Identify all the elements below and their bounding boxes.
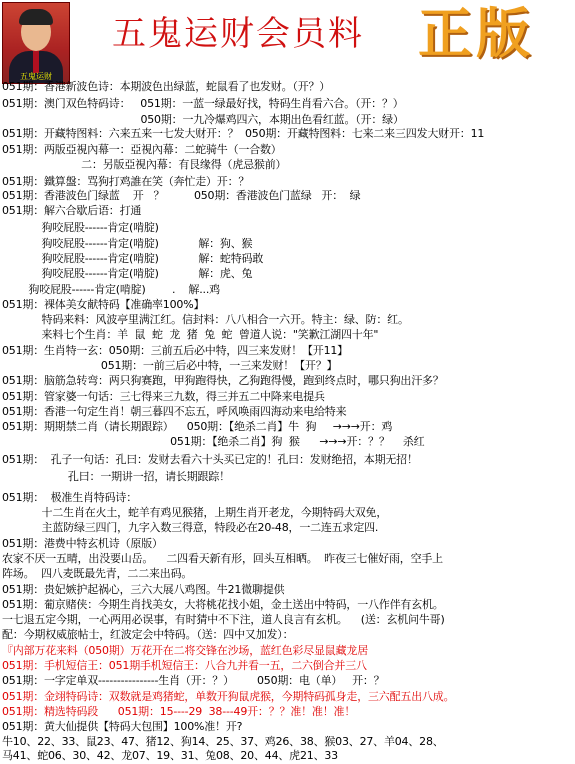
text-line: 来料七个生肖：羊 鼠 蛇 龙 猪 兔 蛇 曾道人说："笑歉江湖四十年" [2, 328, 379, 341]
text-line: 农家不厌一五晴，出没要山岳。 二四看天新有形，回头互相晒。 昨夜三七催好雨，空手上 [2, 552, 443, 565]
text-line: 051期：一前三后必中特，一三来发财！【开？】 [2, 359, 338, 372]
text-line: 阵场。 四八麦既最先青，二二来出码。 [2, 567, 193, 580]
page-title: 五鬼运财会员料 [112, 14, 364, 54]
text-line: 十二生肖在火土，蛇羊有鸡见猴猪，上期生肖开老龙，今期特码大双免， [2, 506, 388, 519]
text-line: 牛10、22、33、鼠23、47、猪12、狗14、25、37、鸡26、38、猴03、27、羊04、28、 [2, 735, 444, 748]
text-line: 马41、蛇06、30、42、龙07、19、31、兔08、20、44、虎21、33 [2, 749, 338, 762]
text-line: 『内部万花来料（050期）万花开在二将交锋在沙场，蓝红色彩尽显鼠藏龙居 [2, 644, 368, 657]
text-line: 051期：脑筋急转弯：两只狗赛跑，甲狗跑得快，乙狗跑得慢，跑到终点时，哪只狗出汗多？ [2, 374, 444, 387]
text-line: 狗咬屁股------肯定(啃腚) 解：蛇特码敢 [2, 252, 264, 265]
text-line: 狗咬屁股------肯定(啃腚) [2, 221, 159, 234]
text-line: 一七退五定今期，一心两用必误事，有时猜中不下注，道人良言有玄机。 (送：玄机问牛哥) [2, 613, 445, 626]
text-line: 二：另版亞視內幕：有艮缘得（虎忌猴前） [2, 158, 287, 171]
text-line: 051期：香港新波色诗：本期波色出绿蓝，蛇鼠看了也发财。（开？） [2, 80, 331, 93]
photo-hair [19, 9, 53, 25]
text-line: 主蓝防绿三四门，九字入数三得意，特段必在20-48，一二连五求定四. [2, 521, 379, 534]
text-line: 051期：手机短信王：051期手机短信王：八合九并看一五，二六倒合并三八 [2, 659, 367, 672]
text-line: 配：今期权威旅帖士，红波定会中特码。（送：四中又加发）： [2, 628, 294, 641]
text-line: 051期：裸体美女献特码【准确率100%】 [2, 298, 205, 311]
text-line: 051期：黄大仙提供【特码大包围】100%准！开? [2, 720, 243, 733]
text-line: 051期：管家婆一句话：三七得来三九数，得三并五二中降来电提兵 [2, 390, 325, 403]
photo-caption: 五鬼运财 [20, 72, 52, 81]
text-line: 050期：一九冷爆鸡四六，本期出色看红蓝。（开：绿） [2, 113, 404, 126]
text-line: 051期：香港一句定生肖！朝三暮四不忘五，呼风唤雨四海动来电给特来 [2, 405, 347, 418]
text-line: 051期：【绝杀二肖】狗 猴 →→→开：？？ 杀红 [2, 435, 425, 448]
text-line: 051期： 孔子一句话：孔曰：发财去看六十头买已定的！孔曰：发财绝招，本期无招！ [2, 453, 418, 466]
text-line: 狗咬屁股------肯定(啃腚) 解：狗、猴 [2, 237, 253, 250]
text-line: 051期：澳门双色特码诗： 051期：一蓝一绿最好找，特码生肖看六合。（开：？） [2, 97, 404, 110]
text-line: 051期：期期禁二肖（请长期跟踪） 050期：【绝杀二肖】牛 狗 →→→开：鸡 [2, 420, 393, 433]
text-line: 051期：解六合歇后语：打通 [2, 204, 142, 217]
text-line: 051期：葡京赌侠：今期生肖找美女，大将桃花找小姐，金土送出中特码，一八作伴有玄机。 [2, 598, 444, 611]
text-line: 051期：香港波色门绿蓝 开 ？ 050期：香港波色门蓝绿 开： 绿 [2, 189, 361, 202]
text-line: 狗咬屁股------肯定(啃腚) 解：虎、兔 [2, 267, 253, 280]
text-line: 051期：开藏特图料：六来五来一七发大财开：？ 050期：开藏特图料：七来二来三四发大财开：11 [2, 127, 485, 140]
text-line: 孔曰：一期讲一招，请长期跟踪！ [2, 470, 230, 483]
authentic-stamp: 正版 [418, 1, 534, 65]
text-line: 051期：两版亞視內幕一：亞視內幕：二蛇骑牛（一合数） [2, 143, 282, 156]
text-line: 狗咬屁股------肯定(啃腚) . 解...鸡 [2, 283, 220, 296]
text-line: 特码来料：风波亭里满江红。信封料：八八相合一六开。特主：绿、防：红。 [2, 313, 409, 326]
text-line: 051期：鐵算盤：骂狗打鸡誰在笑（奔忙走）开：？ [2, 175, 250, 188]
text-line: 051期：生肖特一玄：050期：三前五后必中特，四三来发财！【开11】 [2, 344, 348, 357]
text-line: 051期： 极准生肖特码诗： [2, 491, 137, 504]
photo-tie [33, 51, 39, 73]
text-line: 051期：精选特码段 051期：15----29 38---49开：？？准！准！准！ [2, 705, 356, 718]
author-photo [2, 2, 70, 84]
text-line: 051期：一字定单双----------------生肖（开：？） 050期：电（单） 开：？ [2, 674, 385, 687]
text-line: 051期：金翊特码诗：双数就是鸡猪蛇，单数开狗鼠虎猴，今期特码孤身走，三六配五出八成。 [2, 690, 455, 703]
text-line: 051期：港费中特玄机诗（原版） [2, 537, 163, 550]
text-line: 051期：贵妃嫉护起祸心，三六大展八鸡图。牛21微聊提供 [2, 583, 285, 596]
